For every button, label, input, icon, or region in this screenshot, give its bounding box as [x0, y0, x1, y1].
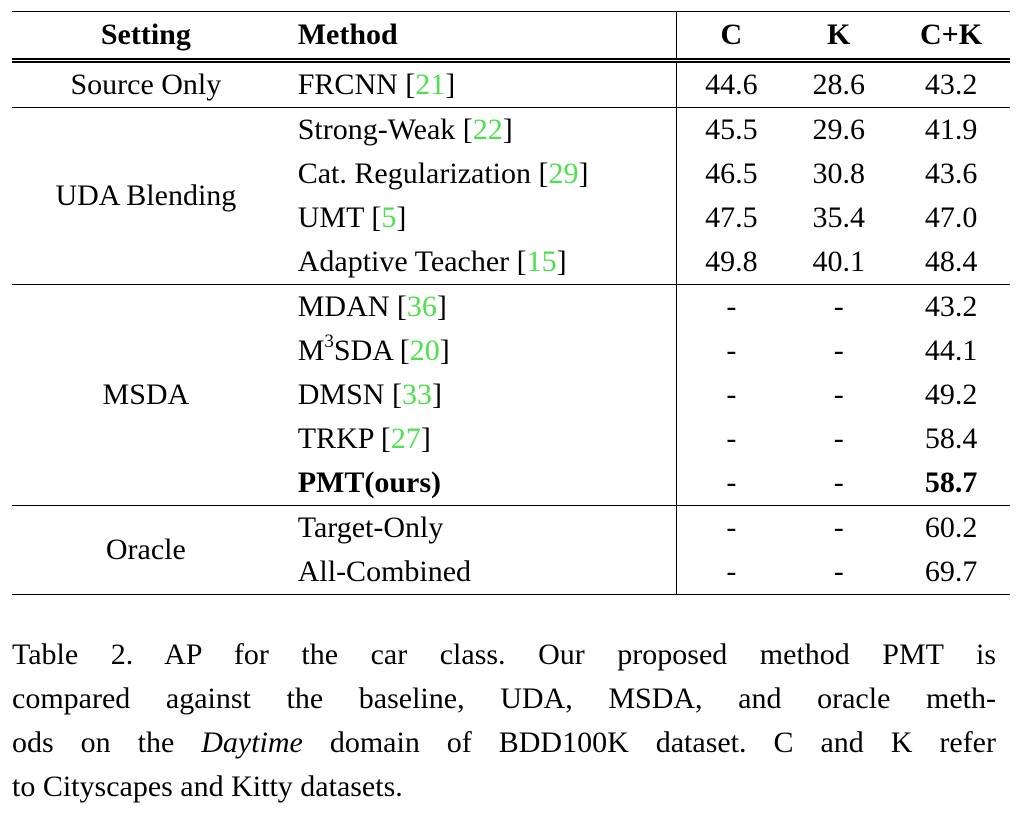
value-ck: 58.7	[924, 466, 978, 499]
method-cell: $M^3SDA$ [20]	[280, 329, 677, 373]
value-ck: 44.1	[924, 334, 978, 367]
group-msda	[12, 285, 1010, 506]
setting-cell: Source Only	[70, 68, 222, 101]
value-k: -	[833, 555, 844, 588]
value-c: -	[726, 511, 737, 544]
setting-cell: UDA Blending	[55, 179, 237, 212]
citation-link[interactable]: 21	[415, 68, 446, 101]
table-row	[12, 285, 1010, 330]
value-c: -	[726, 334, 737, 367]
method-name: Cat. Regularization	[297, 157, 531, 190]
value-k: 40.1	[812, 245, 865, 278]
header-setting: Setting	[100, 18, 191, 51]
value-c: 46.5	[705, 157, 758, 190]
group-oracle	[12, 506, 1010, 595]
value-ck: 58.4	[924, 422, 978, 455]
value-c: -	[726, 378, 737, 411]
citation-link[interactable]: 27	[390, 422, 421, 455]
value-ck: 60.2	[924, 511, 978, 544]
method-name: TRKP	[297, 422, 374, 455]
citation-link[interactable]: 15	[526, 245, 557, 278]
value-c: -	[726, 290, 737, 323]
value-c: 44.6	[705, 68, 758, 101]
method-name: Strong-Weak	[297, 113, 456, 146]
value-ck: 43.6	[924, 157, 978, 190]
method-cell: Adaptive Teacher [15]	[280, 240, 677, 285]
value-k: 30.8	[812, 157, 865, 190]
method-name: DMSN	[297, 378, 385, 411]
value-ck: 48.4	[924, 245, 978, 278]
table-row	[12, 506, 1010, 551]
value-ck: 49.2	[924, 378, 978, 411]
citation-link[interactable]: 5	[381, 201, 397, 234]
setting-cell: MSDA	[102, 378, 190, 411]
caption-emphasis: Daytime	[201, 726, 303, 759]
header-ck: C+K	[920, 18, 983, 51]
table-caption	[12, 633, 996, 809]
caption-text: ods on the	[12, 726, 202, 759]
value-k: -	[833, 290, 844, 323]
value-ck: 47.0	[924, 201, 978, 234]
method-cell: MDAN [36]	[280, 285, 677, 330]
value-ck: 43.2	[924, 290, 978, 323]
method-cell	[280, 506, 677, 551]
citation-link[interactable]: 33	[401, 378, 432, 411]
value-k: -	[833, 511, 844, 544]
value-c: -	[726, 555, 737, 588]
header-k: K	[827, 18, 851, 51]
group-source-only	[12, 61, 1010, 108]
value-ck: 69.7	[924, 555, 978, 588]
header-method: Method	[280, 12, 677, 61]
value-k: 28.6	[812, 68, 865, 101]
method-name: All-Combined	[297, 555, 472, 588]
method-name-suffix: SDA	[333, 334, 393, 367]
value-c: -	[726, 466, 737, 499]
caption-line	[12, 721, 996, 765]
value-k: -	[833, 334, 844, 367]
value-k: 35.4	[812, 201, 865, 234]
caption-text: domain of BDD100K dataset. C and K refer	[302, 726, 996, 759]
citation-link[interactable]: 29	[548, 157, 579, 190]
method-superscript: 3	[324, 331, 334, 352]
method-cell: Cat. Regularization [29]	[280, 152, 677, 196]
caption-line: compared against the baseline, UDA, MSDA, and oracle meth-	[12, 682, 996, 715]
value-c: 45.5	[705, 113, 758, 146]
value-k: -	[833, 466, 844, 499]
group-uda-blending	[12, 108, 1010, 285]
value-ck: 43.2	[924, 68, 978, 101]
value-c: 49.8	[705, 245, 758, 278]
table-row	[12, 108, 1010, 153]
method-cell	[280, 461, 677, 506]
value-k: 29.6	[812, 113, 865, 146]
setting-cell: Oracle	[105, 533, 186, 566]
value-k: -	[833, 422, 844, 455]
value-k: -	[833, 378, 844, 411]
citation-link[interactable]: 22	[472, 113, 503, 146]
method-cell	[280, 550, 677, 595]
citation-link[interactable]: 36	[406, 290, 437, 323]
caption-line: Table 2. AP for the car class. Our proposed method PMT is	[12, 638, 996, 671]
method-name: Target-Only	[297, 511, 444, 544]
method-cell: FRCNN [21]	[280, 61, 677, 108]
caption-line: to Cityscapes and Kitty datasets.	[12, 770, 403, 803]
value-c: -	[726, 422, 737, 455]
citation-link[interactable]: 20	[409, 334, 440, 367]
table-row	[12, 61, 1010, 108]
header-c: C	[720, 18, 743, 51]
method-cell: DMSN [33]	[280, 373, 677, 417]
method-name: M	[297, 334, 325, 367]
method-name: Adaptive Teacher	[297, 245, 510, 278]
method-cell: UMT [5]	[280, 196, 677, 240]
results-table	[12, 11, 1010, 595]
method-name: MDAN	[297, 290, 390, 323]
header-row	[12, 12, 1010, 61]
method-cell: TRKP [27]	[280, 417, 677, 461]
value-c: 47.5	[705, 201, 758, 234]
method-name: FRCNN	[297, 68, 398, 101]
method-cell: Strong-Weak [22]	[280, 108, 677, 153]
value-ck: 41.9	[924, 113, 978, 146]
method-name: PMT(ours)	[297, 466, 442, 499]
method-name: UMT	[297, 201, 364, 234]
